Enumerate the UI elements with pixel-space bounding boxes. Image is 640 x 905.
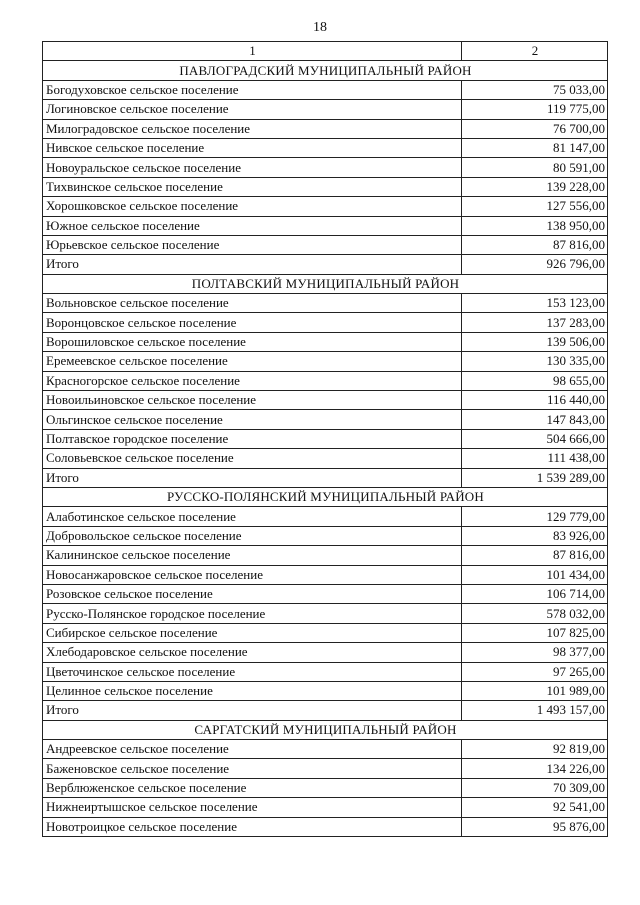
table-row: [43, 158, 608, 177]
table-row: [43, 643, 608, 662]
amount-value: 106 714,00: [462, 584, 608, 603]
amount-value: 1 493 157,00: [462, 701, 608, 720]
settlement-name: Цветочинское сельское поселение: [43, 662, 462, 681]
settlement-name: Итого: [43, 255, 462, 274]
amount-value: 98 377,00: [462, 643, 608, 662]
settlement-name: Новотроицкое сельское поселение: [43, 817, 462, 836]
table-row: [43, 681, 608, 700]
section-header-row: [43, 487, 608, 506]
settlement-name: Нижнеиртышское сельское поселение: [43, 798, 462, 817]
amount-value: 70 309,00: [462, 778, 608, 797]
amount-value: 87 816,00: [462, 546, 608, 565]
table-row: [43, 119, 608, 138]
settlement-name: Хорошковское сельское поселение: [43, 197, 462, 216]
settlement-name: Нивское сельское поселение: [43, 138, 462, 157]
table-row: [43, 352, 608, 371]
district-title: ПОЛТАВСКИЙ МУНИЦИПАЛЬНЫЙ РАЙОН: [43, 274, 608, 293]
amount-value: 81 147,00: [462, 138, 608, 157]
table-row: [43, 604, 608, 623]
settlement-name: Красногорское сельское поселение: [43, 371, 462, 390]
settlement-name: Воронцовское сельское поселение: [43, 313, 462, 332]
amount-value: 153 123,00: [462, 294, 608, 313]
amount-value: 578 032,00: [462, 604, 608, 623]
column-header-2: 2: [462, 42, 608, 61]
settlement-name: Сибирское сельское поселение: [43, 623, 462, 642]
table-row: [43, 100, 608, 119]
table-row: [43, 565, 608, 584]
budget-table: [42, 41, 608, 837]
table-row: [43, 429, 608, 448]
table-row: [43, 584, 608, 603]
amount-value: 129 779,00: [462, 507, 608, 526]
amount-value: 101 434,00: [462, 565, 608, 584]
section-header-row: [43, 720, 608, 739]
table-row: [43, 235, 608, 254]
amount-value: 147 843,00: [462, 410, 608, 429]
district-title: РУССКО-ПОЛЯНСКИЙ МУНИЦИПАЛЬНЫЙ РАЙОН: [43, 487, 608, 506]
table-row: [43, 197, 608, 216]
settlement-name: Логиновское сельское поселение: [43, 100, 462, 119]
settlement-name: Добровольское сельское поселение: [43, 526, 462, 545]
settlement-name: Ольгинское сельское поселение: [43, 410, 462, 429]
settlement-name: Русско-Полянское городское поселение: [43, 604, 462, 623]
settlement-name: Ворошиловское сельское поселение: [43, 332, 462, 351]
table-row: [43, 759, 608, 778]
table-row: [43, 701, 608, 720]
column-header-1: 1: [43, 42, 462, 61]
amount-value: 101 989,00: [462, 681, 608, 700]
settlement-name: Полтавское городское поселение: [43, 429, 462, 448]
settlement-name: Розовское сельское поселение: [43, 584, 462, 603]
table-row: [43, 332, 608, 351]
amount-value: 92 541,00: [462, 798, 608, 817]
table-row: [43, 255, 608, 274]
settlement-name: Новосанжаровское сельское поселение: [43, 565, 462, 584]
amount-value: 138 950,00: [462, 216, 608, 235]
settlement-name: Еремеевское сельское поселение: [43, 352, 462, 371]
table-row: [43, 177, 608, 196]
section-header-row: [43, 274, 608, 293]
table-row: [43, 138, 608, 157]
amount-value: 134 226,00: [462, 759, 608, 778]
table-row: [43, 313, 608, 332]
settlement-name: Калининское сельское поселение: [43, 546, 462, 565]
settlement-name: Соловьевское сельское поселение: [43, 449, 462, 468]
amount-value: 119 775,00: [462, 100, 608, 119]
table-row: [43, 410, 608, 429]
settlement-name: Милоградовское сельское поселение: [43, 119, 462, 138]
amount-value: 130 335,00: [462, 352, 608, 371]
budget-table-container: [42, 41, 607, 837]
amount-value: 95 876,00: [462, 817, 608, 836]
amount-value: 111 438,00: [462, 449, 608, 468]
amount-value: 76 700,00: [462, 119, 608, 138]
table-row: [43, 391, 608, 410]
page-number: 18: [313, 20, 327, 35]
amount-value: 116 440,00: [462, 391, 608, 410]
amount-value: 139 506,00: [462, 332, 608, 351]
settlement-name: Баженовское сельское поселение: [43, 759, 462, 778]
settlement-name: Новоуральское сельское поселение: [43, 158, 462, 177]
settlement-name: Итого: [43, 701, 462, 720]
settlement-name: Андреевское сельское поселение: [43, 740, 462, 759]
table-row: [43, 468, 608, 487]
amount-value: 926 796,00: [462, 255, 608, 274]
table-row: [43, 546, 608, 565]
amount-value: 80 591,00: [462, 158, 608, 177]
settlement-name: Вольновское сельское поселение: [43, 294, 462, 313]
amount-value: 107 825,00: [462, 623, 608, 642]
settlement-name: Целинное сельское поселение: [43, 681, 462, 700]
table-row: [43, 80, 608, 99]
table-row: [43, 526, 608, 545]
table-row: [43, 294, 608, 313]
table-row: [43, 740, 608, 759]
amount-value: 504 666,00: [462, 429, 608, 448]
settlement-name: Алаботинское сельское поселение: [43, 507, 462, 526]
amount-value: 139 228,00: [462, 177, 608, 196]
settlement-name: Верблюженское сельское поселение: [43, 778, 462, 797]
settlement-name: Тихвинское сельское поселение: [43, 177, 462, 196]
settlement-name: Богодуховское сельское поселение: [43, 80, 462, 99]
district-title: ПАВЛОГРАДСКИЙ МУНИЦИПАЛЬНЫЙ РАЙОН: [43, 61, 608, 80]
amount-value: 87 816,00: [462, 235, 608, 254]
settlement-name: Итого: [43, 468, 462, 487]
settlement-name: Южное сельское поселение: [43, 216, 462, 235]
amount-value: 97 265,00: [462, 662, 608, 681]
table-row: [43, 798, 608, 817]
amount-value: 98 655,00: [462, 371, 608, 390]
table-row: [43, 817, 608, 836]
amount-value: 1 539 289,00: [462, 468, 608, 487]
table-row: [43, 216, 608, 235]
table-row: [43, 507, 608, 526]
settlement-name: Юрьевское сельское поселение: [43, 235, 462, 254]
table-row: [43, 371, 608, 390]
table-row: [43, 662, 608, 681]
amount-value: 137 283,00: [462, 313, 608, 332]
amount-value: 75 033,00: [462, 80, 608, 99]
table-header-row: [43, 42, 608, 61]
amount-value: 127 556,00: [462, 197, 608, 216]
section-header-row: [43, 61, 608, 80]
amount-value: 83 926,00: [462, 526, 608, 545]
district-title: САРГАТСКИЙ МУНИЦИПАЛЬНЫЙ РАЙОН: [43, 720, 608, 739]
amount-value: 92 819,00: [462, 740, 608, 759]
table-row: [43, 623, 608, 642]
settlement-name: Новоильиновское сельское поселение: [43, 391, 462, 410]
table-row: [43, 449, 608, 468]
settlement-name: Хлебодаровское сельское поселение: [43, 643, 462, 662]
budget-table-body: [43, 42, 608, 837]
table-row: [43, 778, 608, 797]
